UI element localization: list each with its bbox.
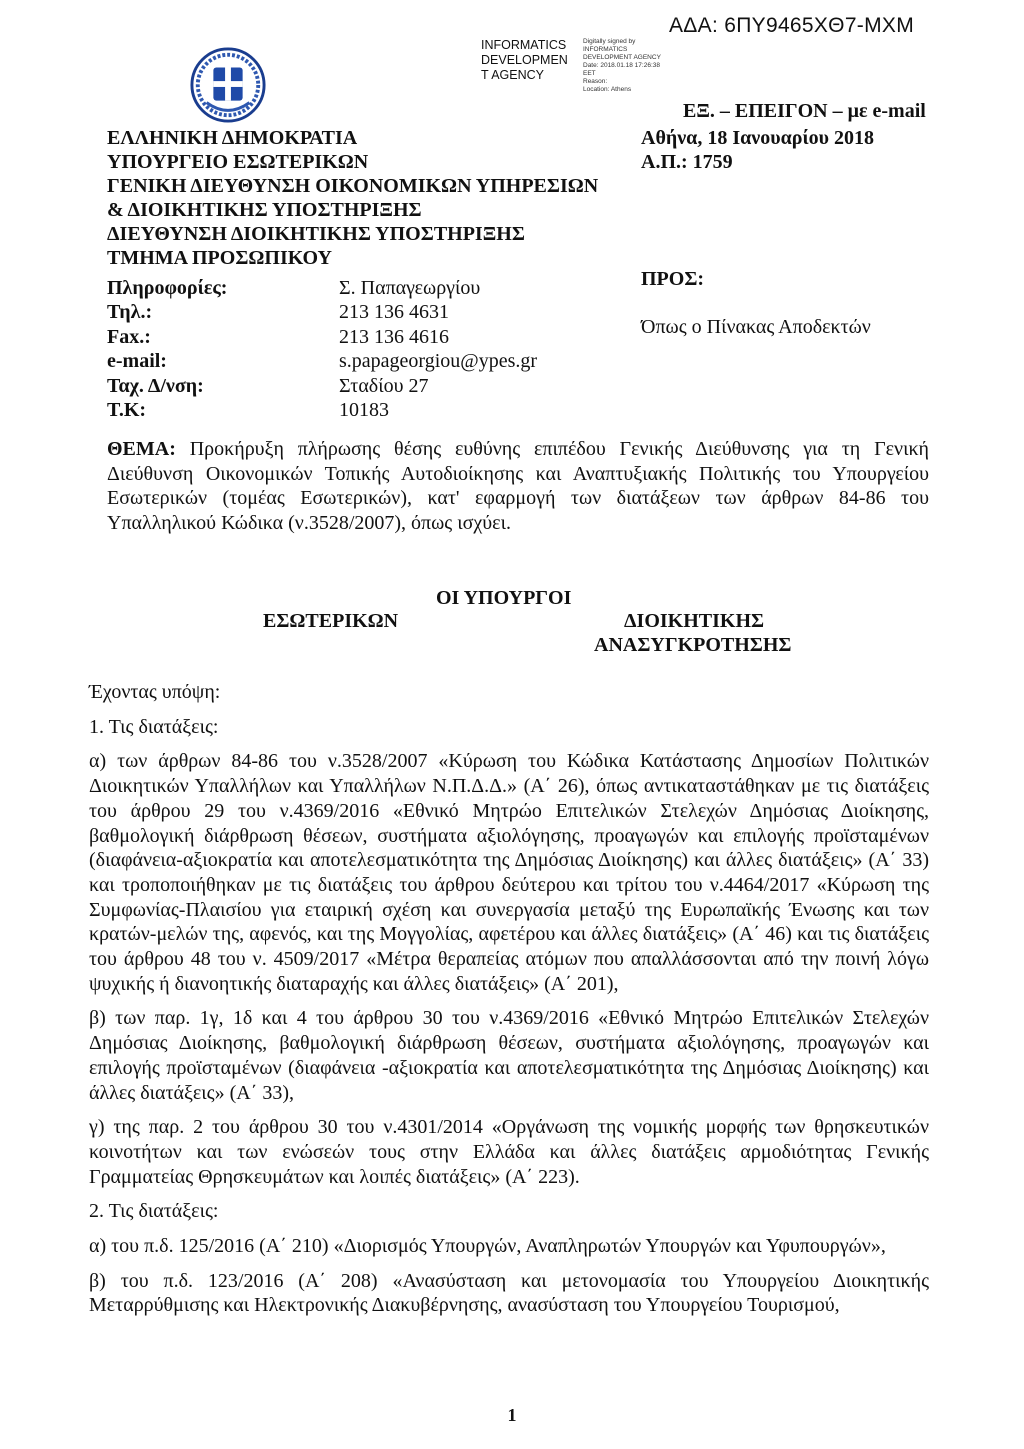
header-line: ΓΕΝΙΚΗ ΔΙΕΥΘΥΝΣΗ ΟΙΚΟΝΟΜΙΚΩΝ ΥΠΗΡΕΣΙΩΝ	[107, 175, 599, 197]
info-value: Σ. Παπαγεωργίου	[339, 277, 481, 299]
info-value: 10183	[339, 399, 389, 422]
body-paragraph: β) των παρ. 1γ, 1δ και 4 του άρθρου 30 του ν.4369/2016 «Εθνικό Μητρώο Επιτελικών Στελεχών Δημόσιας Διοίκησης, βαθμολογική διάρθρωση θέσεων, συστήματα αξιολόγησης, προαγωγών και επιλογής προϊσταμένων (διαφάνεια -αξιοκρατία και αποτελεσματικότητα της Δημόσιας Διοίκησης) και άλλες διατάξεις» (Α΄ 33),	[89, 1007, 929, 1104]
page-number: 1	[507, 1405, 517, 1425]
info-row	[107, 325, 537, 349]
date-block	[641, 126, 874, 174]
body-paragraph: Έχοντας υπόψη:	[89, 681, 221, 703]
ada-code: ΑΔΑ: 6ΠΥ9465ΧΘ7-ΜΧΜ	[669, 14, 914, 37]
info-label: Ταχ. Δ/νση:	[107, 374, 204, 397]
body-paragraph: γ) της παρ. 2 του άρθρου 30 του ν.4301/2014 «Οργάνωση της νομικής μορφής των θρησκευτικών κοινοτήτων και των ενώσεών τους στην Ελλάδα και άλλες διατάξεις αρμοδιότητας Γενικής Γραμματείας Θρησκευμάτων και λοιπές διατάξεις» (Α΄ 223).	[89, 1116, 929, 1188]
signature-detail-line: Digitally signed by	[583, 38, 636, 45]
info-label: Τ.Κ:	[107, 399, 147, 422]
document-date: Αθήνα, 18 Ιανουαρίου 2018	[641, 127, 875, 149]
info-row	[107, 349, 537, 373]
subject-label: ΘΕΜΑ:	[107, 438, 176, 460]
info-row	[107, 276, 537, 300]
subject	[107, 437, 929, 535]
header-line: & ΔΙΟΙΚΗΤΙΚΗΣ ΥΠΟΣΤΗΡΙΞΗΣ	[107, 199, 422, 221]
recipients: Όπως ο Πίνακας Αποδεκτών	[641, 316, 871, 338]
body-paragraph: 1. Τις διατάξεις:	[89, 715, 219, 738]
signature-org-line: INFORMATICS	[481, 38, 567, 52]
header-line: ΔΙΕΥΘΥΝΣΗ ΔΙΟΙΚΗΤΙΚΗΣ ΥΠΟΣΤΗΡΙΞΗΣ	[107, 223, 525, 245]
info-value: 213 136 4616	[339, 325, 449, 348]
body-paragraph: 2. Τις διατάξεις:	[89, 1200, 219, 1223]
signature-detail-line: Location: Athens	[583, 86, 632, 93]
issuer-header	[107, 126, 598, 270]
ministers-title: ΟΙ ΥΠΟΥΡΓΟΙ	[436, 587, 572, 609]
document-body	[89, 680, 929, 1328]
signature-detail-line: Date: 2018.01.18 17:26:38	[583, 62, 660, 69]
signature-detail-line: EET	[583, 70, 596, 77]
info-row	[107, 300, 537, 324]
info-value: 213 136 4631	[339, 301, 449, 324]
body-paragraph: β) του π.δ. 123/2016 (Α΄ 208) «Ανασύσταση και μετονομασία του Υπουργείου Διοικητικής Μεταρρύθμισης και Ηλεκτρονικής Διακυβέρνησης, ανασύσταση του Υπουργείου Τουρισμού,	[89, 1269, 929, 1317]
info-label: Fax.:	[107, 325, 151, 348]
body-paragraph: α) των άρθρων 84-86 του ν.3528/2007 «Κύρωση του Κώδικα Κατάστασης Δημοσίων Πολιτικών Διοικητικών Υπαλλήλων και Υπαλλήλων Ν.Π.Δ.Δ.» (Α΄ 26), όπως αντικαταστάθηκαν με τις διατάξεις του άρθρου 29 του ν.4369/2016 «Εθνικό Μητρώο Επιτελικών Στελεχών Δημόσιας Διοίκησης, βαθμολογική διάρθρωση θέσεων, συστήματα αξιολόγησης, προαγωγών και επιλογής προϊσταμένων (διαφάνεια-αξιοκρατία και αποτελεσματικότητα της Δημόσιας Διοίκησης) και άλλες διατάξεις» (Α΄ 33) και τροποποιήθηκαν με τις διατάξεις του άρθρου δεύτερου και τρίτου του ν.4464/2017 «Κύρωση της Συμφωνίας-Πλαισίου για εταιρική σχέση και συνεργασία μεταξύ της Ευρωπαϊκής Ένωσης και των κρατών-μελών της, αφενός, και της Μογγολίας, αφετέρου και άλλες διατάξεις» (Α΄ 46) και τις διατάξεις του άρθρου 48 του ν. 4509/2017 «Μέτρα θεραπείας ατόμων που απαλλάσσονται από την ποινή λόγω ψυχικής ή διανοητικής διαταραχής και άλλες διατάξεις» (Α΄ 201),	[89, 750, 929, 995]
header-line: ΤΜΗΜΑ ΠΡΟΣΩΠΙΚΟΥ	[107, 247, 332, 269]
header-line: ΥΠΟΥΡΓΕΙΟ ΕΣΩΤΕΡΙΚΩΝ	[107, 151, 369, 173]
info-value: Σταδίου 27	[339, 374, 429, 397]
signature-detail-line: Reason:	[583, 78, 608, 85]
info-label: Πληροφορίες:	[107, 277, 228, 299]
signature-detail-line: INFORMATICS	[583, 46, 628, 53]
body-paragraph: α) του π.δ. 125/2016 (Α΄ 210) «Διορισμός Υπουργών, Αναπληρωτών Υπουργών και Υφυπουργών»,	[89, 1235, 886, 1258]
minister-admin-line2: ΑΝΑΣΥΓΚΡΟΤΗΣΗΣ	[594, 634, 792, 656]
digital-signature-details	[583, 38, 661, 94]
subject-text: Προκήρυξη πλήρωσης θέσης ευθύνης επιπέδου Γενικής Διεύθυνσης για τη Γενική Διεύθυνση Οικονομικών Τοπικής Αυτοδιοίκησης και Αναπτυξιακής Πολιτικής του Υπουργείου Εσωτερικών (τομέας Εσωτερικών), κατ' εφαρμογή των διατάξεων των άρθρων 84-86 του Υπαλληλικού Κώδικα (ν.3528/2007), όπως ισχύει.	[107, 438, 929, 534]
minister-admin-line1: ΔΙΟΙΚΗΤΙΚΗΣ	[624, 610, 765, 632]
contact-info	[107, 276, 537, 422]
signature-org-line: T AGENCY	[481, 68, 544, 82]
to-label: ΠΡΟΣ:	[641, 268, 705, 290]
header-line: ΕΛΛΗΝΙΚΗ ΔΗΜΟΚΡΑΤΙΑ	[107, 127, 358, 149]
delivery-note: ΕΞ. – ΕΠΕΙΓΟΝ – με e-mail	[683, 100, 926, 122]
signature-org-line: DEVELOPMEN	[481, 53, 568, 67]
protocol-number: Α.Π.: 1759	[641, 151, 733, 173]
digital-signature-org	[481, 38, 568, 83]
greek-republic-seal-icon	[189, 46, 267, 124]
info-row	[107, 398, 537, 422]
minister-interior: ΕΣΩΤΕΡΙΚΩΝ	[263, 610, 399, 632]
info-label: Τηλ.:	[107, 301, 153, 324]
info-row	[107, 374, 537, 398]
signature-detail-line: DEVELOPMENT AGENCY	[583, 54, 661, 61]
email-link[interactable]: s.papageorgiou@ypes.gr	[339, 350, 538, 373]
info-label: e-mail:	[107, 350, 167, 373]
